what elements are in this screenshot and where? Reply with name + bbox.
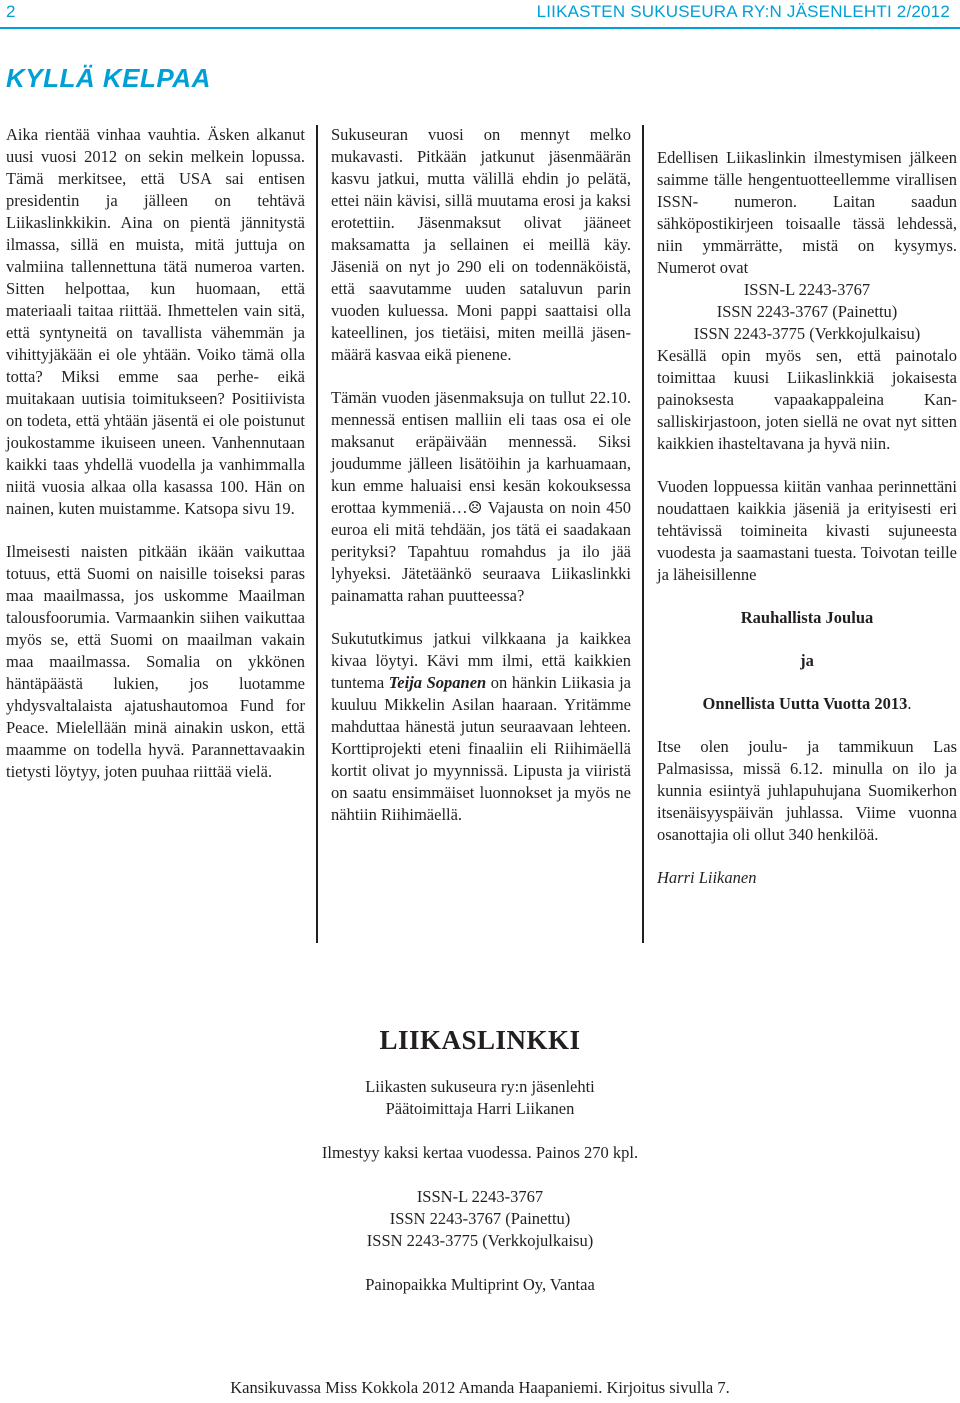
paragraph-text: Sukututkimus jatkui vilkkaana ja kaikkea kivaa löytyi. Kävi mm ilmi, että kaikkien tuntema xyxy=(331,629,631,692)
masthead-issn-web: ISSN 2243-3775 (Verkkojulkaisu) xyxy=(366,1231,594,1250)
paragraph: Ilmeisesti naisten pitkään ikään vaikuttaa totuus, että Suomi on naisille toiseksi paras maa maailmassa, jos uskomme Maailman talousfoorumia. Varmaankin siihen vaikuttaa myös se, että Suomi on maailman vakain maa maailmassa. Somalia on ykkönen häntäpäästä lukien, jos luotamme yhdysvaltalaista ajatushautomoa Fund for Peace. Mielellään minä ainakin uskon, että maamme on todella hyvä. Parannettavaakin tietysti löytyy, joten puuhaa riittää vielä. xyxy=(6,542,305,781)
masthead xyxy=(0,1020,960,1296)
paragraph: Vuoden loppuessa kiitän vanhaa perinnettäni noudattaen kaikkia jäseniä ja erityisesti eri tehtävissä toimineita kivasti sujuneesta vuodesta ja saamastani tuesta. Toivotan teille ja läheisillenne xyxy=(657,477,957,584)
paragraph: Sukuseuran vuosi on mennyt melko mukavasti. Pitkään jatkunut jäsenmäärän kasvu jatkui, mutta välillä ehdin jo pelätä, ettei näin kävisi, sillä muutama erosi ja kaksi erotettiin. Jäsenmaksut olivat jääneet maksamatta ja sellainen ei meillä käy. Jäseniä on nyt jo 290 eli on todennäköistä, että saavutamme uuden sataluvun parin vuoden kuluessa. Moni pappi saattaisi olla kateellinen, jos tietäisi, miten meillä jäsenmäärä kasvaa eikä pienene. xyxy=(331,125,631,364)
masthead-line: Liikasten sukuseura ry:n jäsenlehti xyxy=(365,1077,595,1096)
paragraph xyxy=(331,628,631,826)
masthead-line: Päätoimittaja Harri Liikanen xyxy=(385,1099,575,1118)
masthead-line: Ilmestyy kaksi kertaa vuodessa. Painos 270 kpl. xyxy=(321,1143,639,1162)
column-1 xyxy=(6,124,305,804)
greeting-text: Onnellista Uutta Vuotta 2013 xyxy=(702,694,908,713)
issn-l: ISSN-L 2243-3767 xyxy=(743,280,871,299)
column-divider xyxy=(642,125,644,943)
page-header xyxy=(0,0,960,32)
issn-print: ISSN 2243-3767 (Painettu) xyxy=(716,302,898,321)
column-2 xyxy=(331,124,631,847)
greeting-period: . xyxy=(907,694,912,713)
masthead-issn-l: ISSN-L 2243-3767 xyxy=(416,1187,544,1206)
running-title: LIIKASTEN SUKUSEURA RY:N JÄSENLEHTI 2/2012 xyxy=(536,2,950,21)
paragraph: Itse olen joulu- ja tammikuun Las Palmasissa, missä 6.12. minulla on ilo ja kunnia esiintyä juhlapuhujana Suomikerhon itsenäisyyspäivän juhlassa. Viime vuonna osanottajia oli ollut 340 henkilöä. xyxy=(657,737,957,844)
paragraph-text: on hänkin Liikasia ja kuuluu Mikkelin Asilan haaraan. Yritämme mahduttaa hänestä jutun seuraavaan lehteen. Korttiprojekti eteni finaaliin eli Riihimäellä kortit olivat jo myynnissä. Lipusta ja viiristä on saatu ensimmäiset luonnokset ja myös ne nähtiin Riihimäellä. xyxy=(331,673,632,824)
person-name: Teija Sopanen xyxy=(388,673,487,692)
issn-web: ISSN 2243-3775 (Verkkojulkaisu) xyxy=(693,324,921,343)
greeting-line: Rauhallista Joulua xyxy=(740,608,874,627)
page-number: 2 xyxy=(6,2,16,21)
paragraph: Kesällä opin myös sen, että painotalo toimittaa kuusi Liikaslinkkiä jokaisesta painoksesta vapaakappaleina Kansalliskirjastoon, joten siellä ne ovat nyt sitten kaikkien ihasteltavana ja hyvä niin. xyxy=(657,346,957,453)
article-title: KYLLÄ KELPAA xyxy=(6,63,211,93)
header-divider xyxy=(0,27,960,29)
signature: Harri Liikanen xyxy=(657,868,757,887)
masthead-title: LIIKASLINKKI xyxy=(379,1025,581,1055)
paragraph: Tämän vuoden jäsenmaksuja on tullut 22.10. mennessä entisen malliin eli taas osa ei ole maksanut eräpäivään mennessä. Siksi joudumme jälleen lisätöihin ja karhuamaan, kun emme haluaisi ensi kesän kokouksessa erottaa kymmeniä…☹ Vajausta on noin 450 euroa eli mitä tehdään, jos tätä ei saadakaan perityksi? Tapahtuu romahdus ja ilo jää lyhyeksi. Jätetäänkö seuraava Liikaslinkki painamatta rahan puutteessa? xyxy=(331,388,631,605)
greeting-line: ja xyxy=(800,651,814,670)
greeting-line xyxy=(657,693,957,715)
column-divider xyxy=(316,125,318,943)
masthead-printer: Painopaikka Multiprint Oy, Vantaa xyxy=(365,1275,595,1294)
paragraph: Edellisen Liikaslinkin ilmestymisen jälkeen saimme tälle hengentuotteellemme virallisen ISSN- numeron. Laitan saadun sähköpostikirjeen toisaalle tässä lehdessä, niin ymmärrätte, mistä on kysymys. Numerot ovat xyxy=(657,148,957,277)
paragraph: Aika rientää vinhaa vauhtia. Äsken alkanut uusi vuosi 2012 on sekin melkein lopussa. Tämä merkitsee, että USA sai entisen presidentin ja jälleen on tehtävä Liikaslinkkikin. Aina on pientä jännitystä ilmassa, sillä en muista, mitä juttuja on valmiina tallennettuna tätä numeroa varten. Sitten helpottaa, kun huomaan, että materiaali taitaa riittää. Ihmettelen vain sitä, että syntyneitä on tavallista vähemmän ja vihittyjäkään ei ole yhtään. Voiko tämä olla totta? Miksi emme saa perhe- eikä muitakaan uutisia toimitukseen? Positiivista on todeta, että yhtään jäsentä ei ole poistunut joukostamme ikuiseen uneen. Vanhennutaan kaikki taas yhdellä vuodella ja vanhimmalla niitä vuosia alkaa olla kasassa 100. Hän on nainen, kuten muistamme. Katsopa sivu 19. xyxy=(6,125,305,518)
masthead-issn-print: ISSN 2243-3767 (Painettu) xyxy=(389,1209,571,1228)
cover-note: Kansikuvassa Miss Kokkola 2012 Amanda Haapaniemi. Kirjoitus sivulla 7. xyxy=(230,1378,730,1397)
column-3 xyxy=(657,147,957,910)
